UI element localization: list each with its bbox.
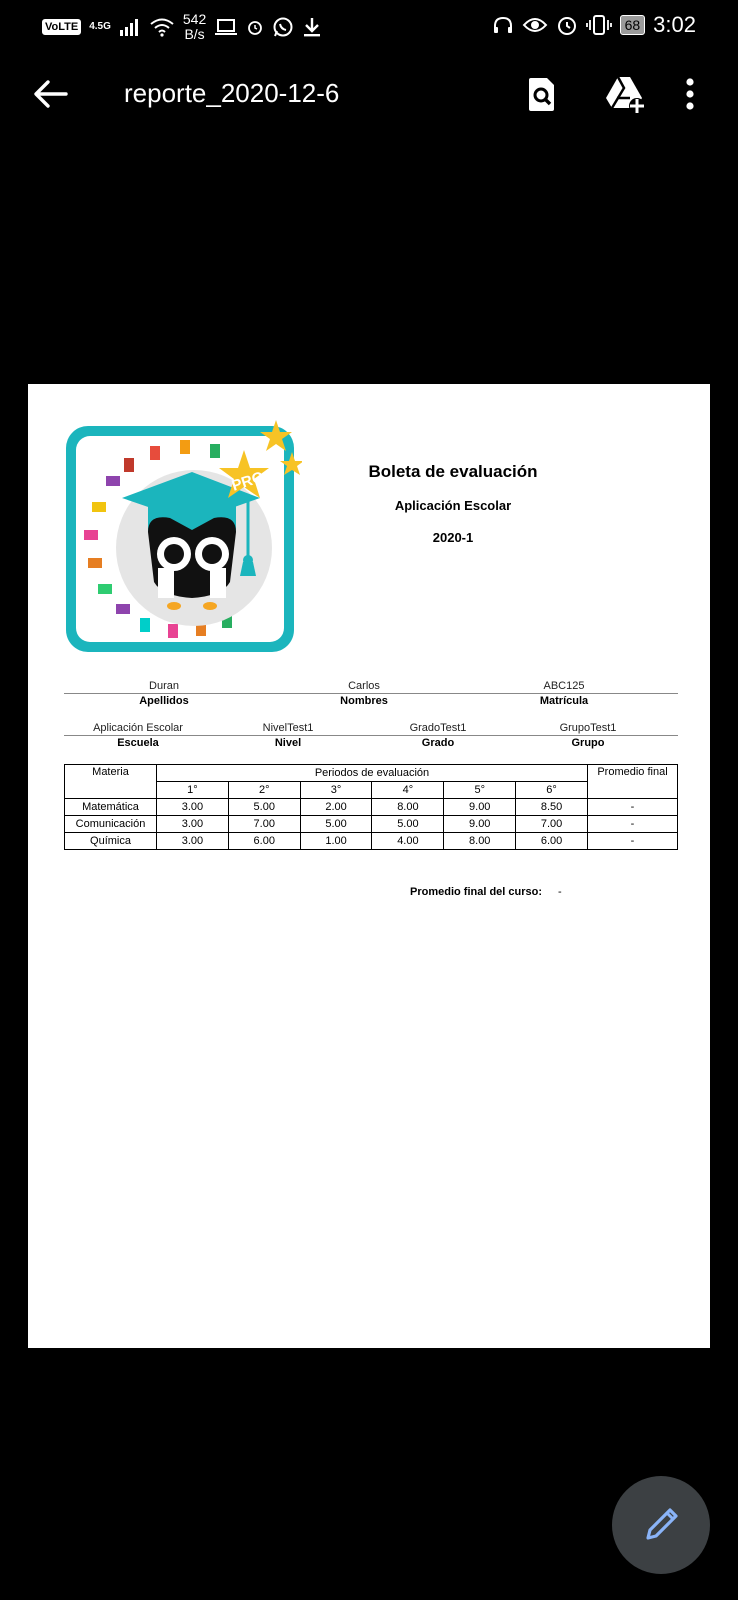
period-header: 1° [157, 782, 229, 799]
more-vert-icon [680, 74, 700, 114]
apellidos-value: Duran [149, 680, 179, 692]
nombres-value: Carlos [348, 680, 380, 692]
alarm-icon [556, 14, 578, 36]
wifi-icon [149, 17, 175, 37]
battery-level: 68 [620, 15, 646, 35]
course-final-value: - [558, 886, 562, 898]
grade-cell: 5.00 [372, 816, 444, 833]
signal-icon [119, 18, 141, 36]
find-in-page-button[interactable] [522, 74, 562, 114]
period-header: 6° [516, 782, 588, 799]
more-options-button[interactable] [680, 74, 720, 114]
grade-cell: 7.00 [228, 816, 300, 833]
vibrate-icon [586, 14, 612, 36]
grade-cell: 8.00 [444, 833, 516, 850]
grupo-value: GrupoTest1 [559, 722, 617, 734]
table-row [65, 833, 678, 850]
download-icon [302, 16, 322, 38]
table-header-row [65, 765, 678, 782]
grade-cell: 6.00 [516, 833, 588, 850]
status-right [492, 12, 696, 38]
grado-label: Grado [421, 737, 455, 749]
period-header: 5° [444, 782, 516, 799]
grade-cell: 3.00 [157, 816, 229, 833]
matricula-value: ABC125 [543, 680, 585, 692]
subject-name: Matemática [65, 799, 157, 816]
grade-cell: 9.00 [444, 799, 516, 816]
subject-name: Comunicación [65, 816, 157, 833]
add-to-drive-button[interactable] [604, 74, 644, 114]
speed-value: 542 [182, 11, 207, 27]
grade-cell: 4.00 [372, 833, 444, 850]
status-time: 3:02 [653, 12, 696, 37]
document-title: reporte_2020-12-6 [124, 78, 340, 108]
nivel-value: NivelTest1 [262, 722, 314, 734]
find-in-page-icon [522, 74, 562, 114]
add-to-drive-icon [604, 74, 646, 114]
grade-cell: 5.00 [300, 816, 372, 833]
alarm-small-icon [246, 18, 264, 36]
period-header: 2° [228, 782, 300, 799]
col-materia-header: Materia [65, 765, 157, 799]
network-type: 4.5G [89, 21, 111, 32]
grade-cell: 7.00 [516, 816, 588, 833]
grade-cell: 9.00 [444, 816, 516, 833]
grades-table [64, 764, 678, 850]
course-final-label: Promedio final del curso: [410, 886, 543, 898]
grade-cell: 6.00 [228, 833, 300, 850]
grupo-label: Grupo [571, 737, 605, 749]
report-title: Boleta de evaluación [368, 462, 538, 481]
back-button[interactable] [30, 76, 70, 112]
col-periodos-header: Periodos de evaluación [157, 765, 588, 782]
student-info-row [64, 678, 678, 694]
grade-cell: 2.00 [300, 799, 372, 816]
final-average-cell: - [588, 799, 678, 816]
period-header: 4° [372, 782, 444, 799]
nivel-label: Nivel [274, 737, 302, 749]
nombres-label: Nombres [340, 695, 388, 707]
escuela-value: Aplicación Escolar [93, 722, 183, 734]
school-info-row [64, 720, 678, 736]
report-subtitle: Aplicación Escolar [394, 498, 512, 513]
app-bar [0, 64, 738, 124]
table-period-row [65, 782, 678, 799]
grade-cell: 5.00 [228, 799, 300, 816]
apellidos-label: Apellidos [139, 695, 189, 707]
report-period: 2020-1 [432, 530, 474, 545]
eye-icon [522, 16, 548, 34]
subject-name: Química [65, 833, 157, 850]
edit-fab-button[interactable] [612, 1476, 710, 1574]
back-arrow-icon [30, 76, 70, 112]
pencil-edit-icon [612, 1476, 710, 1574]
grade-cell: 3.00 [157, 833, 229, 850]
whatsapp-icon [272, 16, 294, 38]
final-average-cell: - [588, 833, 678, 850]
period-header: 3° [300, 782, 372, 799]
document-page [28, 384, 710, 1348]
grade-cell: 8.50 [516, 799, 588, 816]
escuela-label: Escuela [117, 737, 159, 749]
col-promedio-header: Promedio final [588, 765, 678, 799]
matricula-label: Matrícula [539, 695, 589, 707]
volte-indicator: VoLTE [42, 19, 81, 35]
laptop-icon [214, 18, 238, 36]
final-average-cell: - [588, 816, 678, 833]
table-row [65, 816, 678, 833]
headphones-icon [492, 15, 514, 35]
network-speed [183, 12, 206, 42]
status-left [42, 12, 322, 42]
grade-cell: 8.00 [372, 799, 444, 816]
app-logo [62, 418, 302, 658]
grado-value: GradoTest1 [409, 722, 467, 734]
pro-badge: PRO [229, 468, 266, 495]
table-row [65, 799, 678, 816]
speed-unit: B/s [184, 26, 205, 42]
grade-cell: 3.00 [157, 799, 229, 816]
status-bar [0, 0, 738, 52]
grade-cell: 1.00 [300, 833, 372, 850]
